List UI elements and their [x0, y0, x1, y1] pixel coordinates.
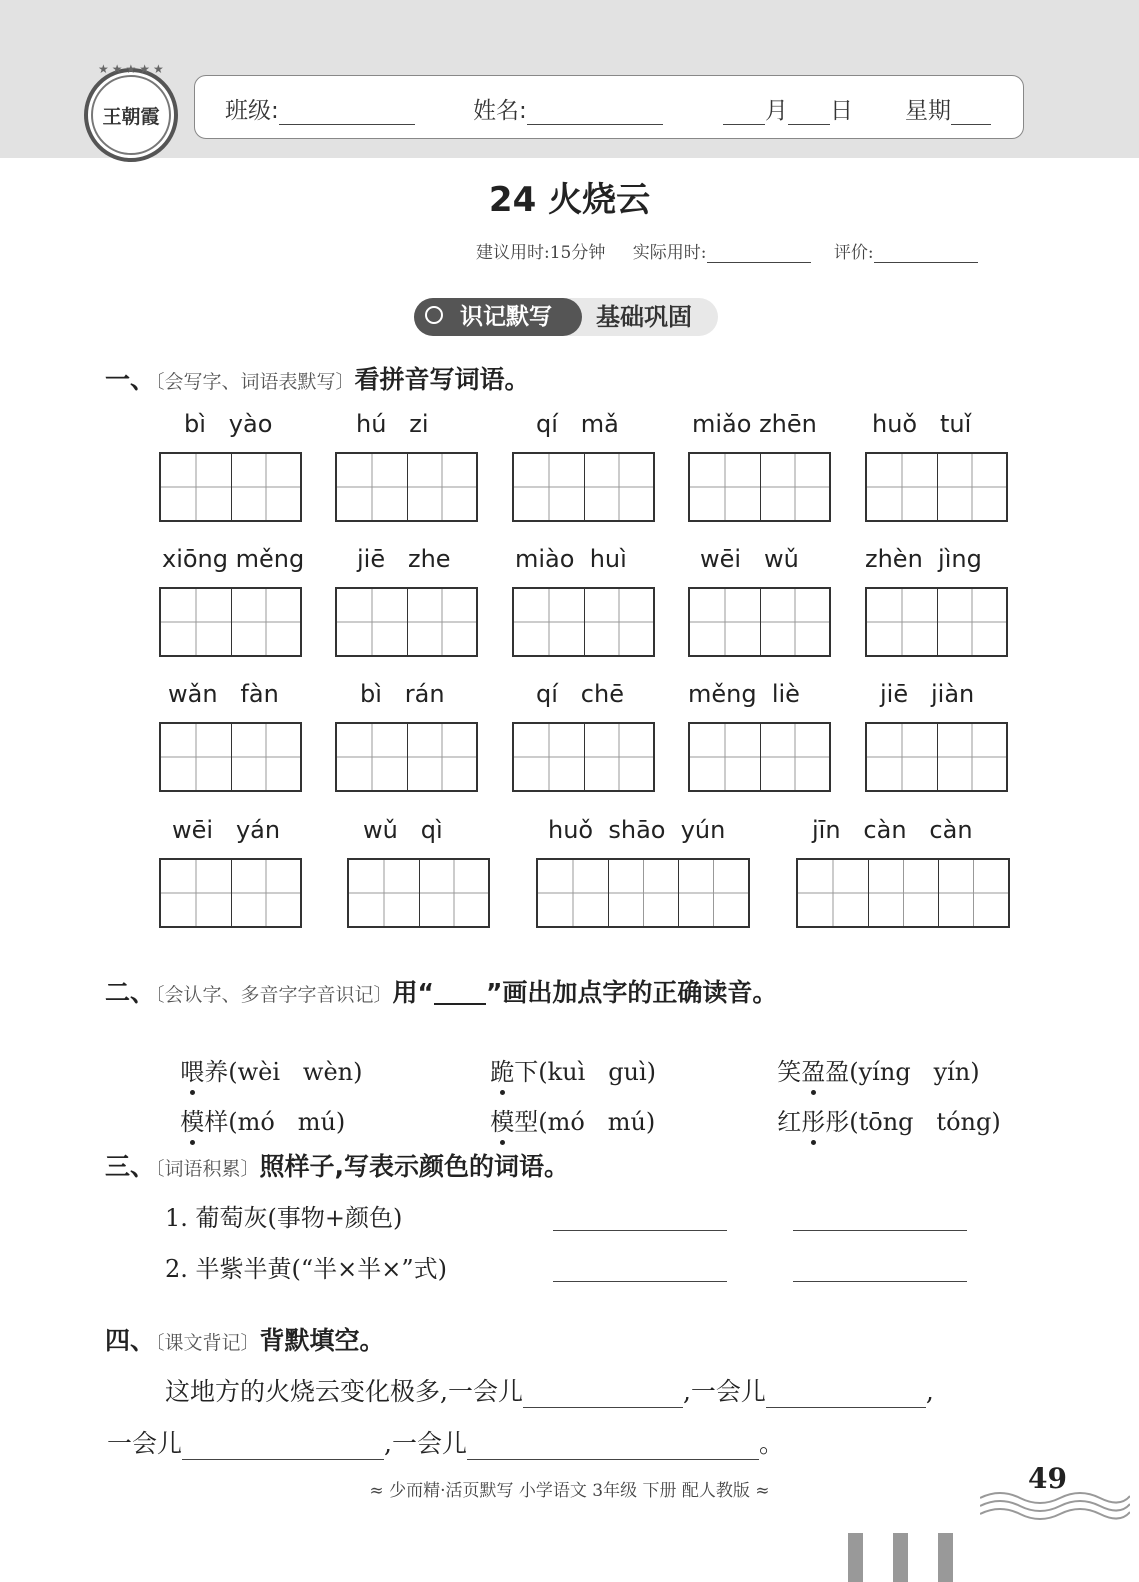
evaluation-label: 评价:	[833, 243, 874, 263]
wave-decoration-icon	[980, 1488, 1130, 1524]
q1-heading: 一、〔会写字、词语表默写〕看拼音写词语。	[105, 365, 530, 394]
weekday-label: 星期	[905, 98, 951, 124]
recite-line-1: 这地方的火烧云变化极多,一会儿 ,一会儿 ,	[165, 1377, 934, 1406]
pinyin-label: jiē jiàn	[880, 680, 975, 708]
writing-grid[interactable]	[536, 858, 750, 928]
writing-grid[interactable]	[865, 722, 1008, 792]
writing-grid[interactable]	[688, 587, 831, 657]
recite-blank[interactable]	[182, 1431, 384, 1460]
q4-heading: 四、〔课文背记〕背默填空。	[105, 1326, 385, 1355]
suggested-time: 建议用时:15分钟	[476, 243, 606, 263]
publisher-logo	[84, 62, 178, 162]
recite-line-2: 一会儿 ,一会儿 。	[107, 1429, 784, 1458]
recite-blank[interactable]	[467, 1431, 759, 1460]
writing-grid[interactable]	[688, 452, 831, 522]
evaluation-input[interactable]	[874, 244, 978, 263]
writing-grid[interactable]	[512, 587, 655, 657]
edge-tab-marker	[848, 1533, 863, 1582]
section-banner	[414, 298, 718, 336]
date-field	[723, 92, 853, 125]
pinyin-label: wēi yán	[172, 816, 281, 844]
pinyin-label: zhèn jìng	[865, 545, 982, 573]
actual-time-label: 实际用时:	[632, 243, 707, 263]
writing-grid[interactable]	[335, 587, 478, 657]
month-input[interactable]	[723, 100, 765, 125]
q2-item[interactable]: 笑盈盈(yíng yín)	[762, 1024, 980, 1087]
time-meta	[476, 238, 978, 263]
name-input[interactable]	[527, 100, 663, 125]
pinyin-label: hú zi	[356, 410, 429, 438]
actual-time-input[interactable]	[707, 244, 811, 263]
writing-grid[interactable]	[688, 722, 831, 792]
q3-item: 2. 半紫半黄(“半×半×”式)	[165, 1255, 448, 1283]
page-number: 49	[1028, 1462, 1067, 1495]
logo-text: 王朝霞	[102, 105, 160, 128]
banner-primary: 识记默写	[414, 298, 582, 336]
edge-tab-marker	[893, 1533, 908, 1582]
writing-grid[interactable]	[335, 722, 478, 792]
medal-icon	[425, 306, 443, 324]
pinyin-label: miǎo zhēn	[692, 410, 817, 438]
banner-secondary: 基础巩固	[596, 303, 692, 331]
writing-grid[interactable]	[159, 722, 302, 792]
student-info-box	[194, 75, 1024, 139]
logo-stars-icon: ★★★★★	[98, 62, 167, 76]
pinyin-label: qí mǎ	[536, 410, 619, 438]
pinyin-label: xiōng měng	[162, 545, 305, 573]
month-label: 月	[765, 98, 788, 124]
writing-grid[interactable]	[512, 722, 655, 792]
weekday-field	[905, 92, 991, 125]
q2-tag: 〔会认字、多音字字音识记〕	[155, 984, 393, 1006]
pinyin-label: jiē zhe	[357, 545, 451, 573]
pinyin-label: měng liè	[688, 680, 800, 708]
pinyin-label: jīn càn càn	[812, 816, 973, 844]
pinyin-label: huǒ tuǐ	[872, 410, 972, 438]
q2-item[interactable]: 跪下(kuì guì)	[475, 1024, 656, 1087]
answer-blank[interactable]	[553, 1279, 727, 1282]
recite-blank[interactable]	[766, 1379, 926, 1408]
pinyin-label: qí chē	[536, 680, 624, 708]
writing-grid[interactable]	[347, 858, 490, 928]
pinyin-label: miào huì	[515, 545, 627, 573]
class-label: 班级:	[225, 98, 279, 124]
q4-instruction: 背默填空。	[259, 1326, 385, 1355]
q3-item: 1. 葡萄灰(事物+颜色)	[165, 1204, 403, 1232]
q2-item[interactable]: 喂养(wèi wèn)	[165, 1024, 363, 1087]
writing-grid[interactable]	[335, 452, 478, 522]
writing-grid[interactable]	[865, 587, 1008, 657]
writing-grid[interactable]	[159, 452, 302, 522]
writing-grid[interactable]	[159, 587, 302, 657]
answer-blank[interactable]	[553, 1228, 727, 1231]
recite-blank[interactable]	[523, 1379, 683, 1408]
answer-blank[interactable]	[793, 1279, 967, 1282]
pinyin-label: wǔ qì	[363, 816, 443, 844]
pinyin-label: wēi wǔ	[700, 545, 799, 573]
class-field	[225, 92, 415, 125]
pinyin-label: huǒ shāo yún	[548, 816, 726, 844]
pinyin-label: bì yào	[184, 410, 273, 438]
weekday-input[interactable]	[951, 100, 991, 125]
lesson-title: 24 火烧云	[488, 180, 651, 220]
name-label: 姓名:	[473, 98, 527, 124]
q2-heading: 二、〔会认字、多音字字音识记〕用“ ”画出加点字的正确读音。	[105, 978, 778, 1007]
answer-blank[interactable]	[793, 1228, 967, 1231]
writing-grid[interactable]	[159, 858, 302, 928]
q3-tag: 〔词语积累〕	[155, 1158, 260, 1180]
q3-instruction: 照样子,写表示颜色的词语。	[259, 1152, 570, 1181]
pinyin-label: bì rán	[360, 680, 445, 708]
q2-item[interactable]: 红彤彤(tōng tóng)	[762, 1074, 1001, 1137]
underline-sample	[434, 983, 486, 1005]
day-label: 日	[830, 98, 853, 124]
q1-tag: 〔会写字、词语表默写〕	[155, 371, 355, 393]
writing-grid[interactable]	[865, 452, 1008, 522]
class-input[interactable]	[279, 100, 415, 125]
q2-instruction: ”画出加点字的正确读音。	[485, 978, 778, 1007]
q2-item[interactable]: 模型(mó mú)	[475, 1074, 655, 1137]
day-input[interactable]	[788, 100, 830, 125]
edge-tab-marker	[938, 1533, 953, 1582]
name-field	[473, 92, 663, 125]
writing-grid[interactable]	[796, 858, 1010, 928]
q1-instruction: 看拼音写词语。	[354, 365, 530, 394]
q3-heading: 三、〔词语积累〕照样子,写表示颜色的词语。	[105, 1152, 570, 1181]
pinyin-label: wǎn fàn	[168, 680, 279, 708]
footer-series: ≈ 少而精·活页默写 小学语文 3年级 下册 配人教版 ≈	[369, 1481, 770, 1501]
q2-item[interactable]: 模样(mó mú)	[165, 1074, 345, 1137]
q4-tag: 〔课文背记〕	[155, 1332, 260, 1354]
writing-grid[interactable]	[512, 452, 655, 522]
